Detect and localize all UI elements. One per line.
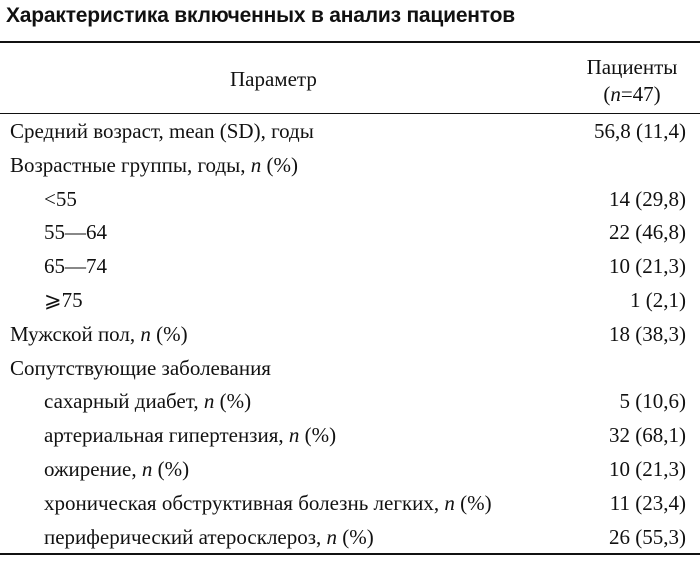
row-value: 18 (38,3): [609, 321, 686, 346]
row-value: 56,8 (11,4): [594, 119, 686, 143]
row-label: периферический атеросклероз, n (%): [44, 524, 374, 549]
table-row: [0, 215, 700, 249]
row-label: сахарный диабет, n (%): [44, 389, 252, 414]
row-value: 26 (55,3): [609, 524, 686, 549]
header-patients-label: Пациенты: [586, 55, 678, 79]
row-label: хроническая обструктивная болезнь легких, n (%): [44, 490, 492, 515]
row-label: 55—64: [44, 220, 107, 245]
row-label: Возрастные группы, годы, n (%): [10, 152, 298, 177]
row-label: артериальная гипертензия, n (%): [44, 423, 337, 448]
table-row: [0, 317, 700, 351]
table-row: [0, 114, 700, 148]
table-body: [0, 114, 700, 553]
table-title: Характеристика включенных в анализ пациентов: [6, 4, 515, 27]
table-row: [0, 351, 700, 385]
row-label: ожирение, n (%): [44, 456, 190, 481]
row-label: Мужской пол, n (%): [10, 321, 188, 346]
table-row: [0, 148, 700, 182]
row-label: 65—74: [44, 254, 107, 279]
row-value: 5 (10,6): [619, 389, 686, 414]
top-rule: [0, 41, 700, 43]
table-row: [0, 418, 700, 452]
row-value: 11 (23,4): [609, 490, 686, 515]
table-row: [0, 520, 700, 554]
row-value: 14 (29,8): [609, 186, 686, 211]
header-patients-count: (n=47): [603, 82, 661, 106]
table-row: [0, 486, 700, 520]
row-label: Средний возраст, mean (SD), годы: [10, 119, 314, 143]
header-parameter: Параметр: [230, 67, 317, 91]
row-value: 10 (21,3): [609, 254, 686, 279]
row-label: <55: [44, 186, 77, 211]
table-row: [0, 384, 700, 418]
row-value: 32 (68,1): [609, 423, 686, 448]
table-row: [0, 452, 700, 486]
row-value: 1 (2,1): [630, 287, 686, 312]
table-row: [0, 283, 700, 317]
header-patients: [574, 54, 690, 108]
table-row: [0, 182, 700, 216]
row-label: Сопутствующие заболевания: [10, 355, 271, 380]
bottom-rule: [0, 553, 700, 555]
row-label: ⩾75: [44, 287, 83, 312]
row-value: 22 (46,8): [609, 220, 686, 245]
row-value: 10 (21,3): [609, 456, 686, 481]
table-row: [0, 249, 700, 283]
